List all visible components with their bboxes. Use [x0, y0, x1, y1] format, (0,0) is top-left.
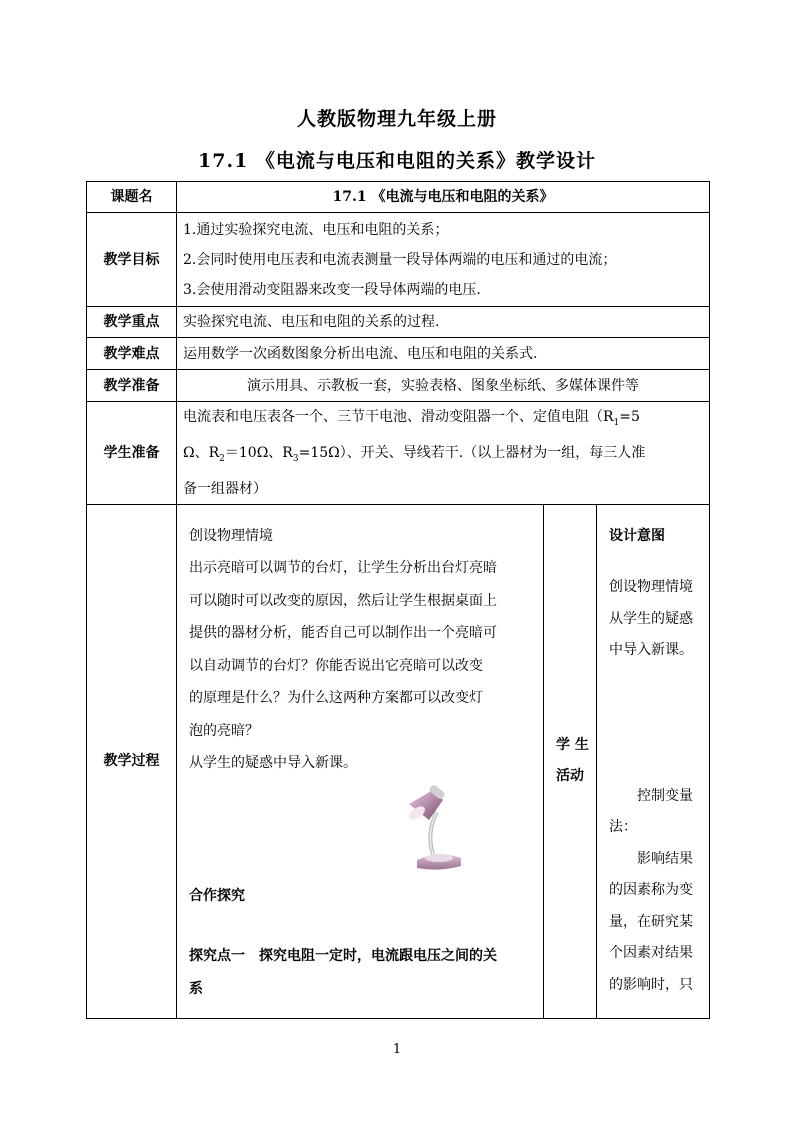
intent-line: 从学生的疑惑 [609, 610, 693, 627]
intent-line: 量，在研究某 [609, 913, 693, 930]
student-prep-line1 [183, 402, 703, 438]
topic-value: 17.1 《电流与电压和电阻的关系》 [177, 182, 710, 213]
point1-line1: 探究点一 探究电阻一定时，电流跟电压之间的关 [189, 948, 497, 965]
resistor-sub-1: 1 [613, 417, 620, 428]
key-value: 实验探究电流、电压和电阻的关系的过程. [177, 307, 710, 338]
process-line: 从学生的疑惑中导入新课。 [189, 755, 357, 772]
desk-lamp-icon [399, 782, 469, 874]
student-activity-cell [544, 504, 597, 1018]
goal-item: 3.会使用滑动变阻器来改变一段导体两端的电压. [183, 281, 481, 298]
process-line: 提供的器材分析，能否自己可以制作出一个亮暗可 [189, 625, 497, 642]
process-line: 以自动调节的台灯？你能否说出它亮暗可以改变 [189, 657, 483, 674]
intent-line: 影响结果 [609, 850, 693, 867]
student-prep-label: 学生准备 [87, 402, 177, 505]
teacher-prep-value: 演示用具、示教板一套，实验表格、图象坐标纸、多媒体课件等 [177, 370, 710, 402]
process-label: 教学过程 [87, 504, 177, 1018]
row-student-prep [87, 402, 710, 505]
process-line: 可以随时可以改变的原因，然后让学生根据桌面上 [189, 592, 497, 609]
difficult-value: 运用数学一次函数图象分析出电流、电压和电阻的关系式. [177, 338, 710, 370]
process-line: 出示亮暗可以调节的台灯，让学生分析出台灯亮暗 [189, 560, 497, 577]
row-goals [87, 213, 710, 307]
doc-title-line2: 17.1 《电流与电压和电阻的关系》教学设计 [198, 150, 596, 172]
process-main-cell [177, 504, 544, 1018]
process-line: 创设物理情境 [189, 527, 273, 544]
topic-label: 课题名 [87, 182, 177, 213]
student-prep-line2-b: ＝10Ω、R [224, 444, 293, 461]
student-prep-line2-a: Ω、R [183, 444, 220, 461]
intent-line: 法： [609, 819, 637, 836]
row-topic [87, 182, 710, 213]
student-prep-line3: 备一组器材） [183, 480, 267, 497]
student-prep-line1-b: =5 [619, 409, 640, 425]
goals-label: 教学目标 [87, 213, 177, 307]
intent-line: 中导入新课。 [609, 642, 693, 659]
point1-line2: 系 [189, 980, 203, 997]
design-intent-cell [597, 504, 710, 1018]
goal-item: 2.会同时使用电压表和电流表测量一段导体两端的电压和通过的电流； [183, 251, 617, 268]
intent-line: 个因素对结果 [609, 945, 693, 962]
row-key [87, 307, 710, 338]
goal-item: 1.通过实验探究电流、电压和电阻的关系； [183, 221, 449, 238]
page-number: 1 [392, 1042, 402, 1057]
teacher-prep-label: 教学准备 [87, 370, 177, 402]
resistor-sub-2: 2 [219, 453, 225, 464]
lesson-plan-table [86, 181, 710, 1019]
design-intent-heading: 设计意图 [609, 527, 665, 544]
process-line: 泡的亮暗？ [189, 722, 259, 739]
row-teacher-prep [87, 370, 710, 402]
intent-line: 控制变量 [609, 787, 693, 804]
doc-title-line1: 人教版物理九年级上册 [296, 108, 497, 130]
student-activity-heading-1: 学 生 [556, 737, 589, 754]
student-activity-heading-2: 活动 [556, 768, 584, 785]
student-prep-line2-c: =15Ω）、开关、导线若干.（以上器材为一组，每三人准 [298, 444, 646, 461]
desk-lamp-image [189, 780, 531, 880]
intent-line: 创设物理情境 [609, 579, 693, 596]
student-prep-line2 [183, 438, 703, 474]
row-process [87, 504, 710, 1018]
difficult-label: 教学难点 [87, 338, 177, 370]
row-difficult [87, 338, 710, 370]
student-prep-line1-a: 电流表和电压表各一个、三节干电池、滑动变阻器一个、定值电阻（R [183, 409, 614, 425]
student-prep-cell [177, 402, 710, 505]
goals-cell [177, 213, 710, 307]
intent-line: 的因素称为变 [609, 882, 693, 899]
process-line: 的原理是什么？为什么这两种方案都可以改变灯 [189, 690, 483, 707]
resistor-sub-3: 3 [292, 453, 299, 464]
intent-line: 的影响时，只 [609, 976, 693, 993]
coop-heading: 合作探究 [189, 887, 245, 904]
key-label: 教学重点 [87, 307, 177, 338]
